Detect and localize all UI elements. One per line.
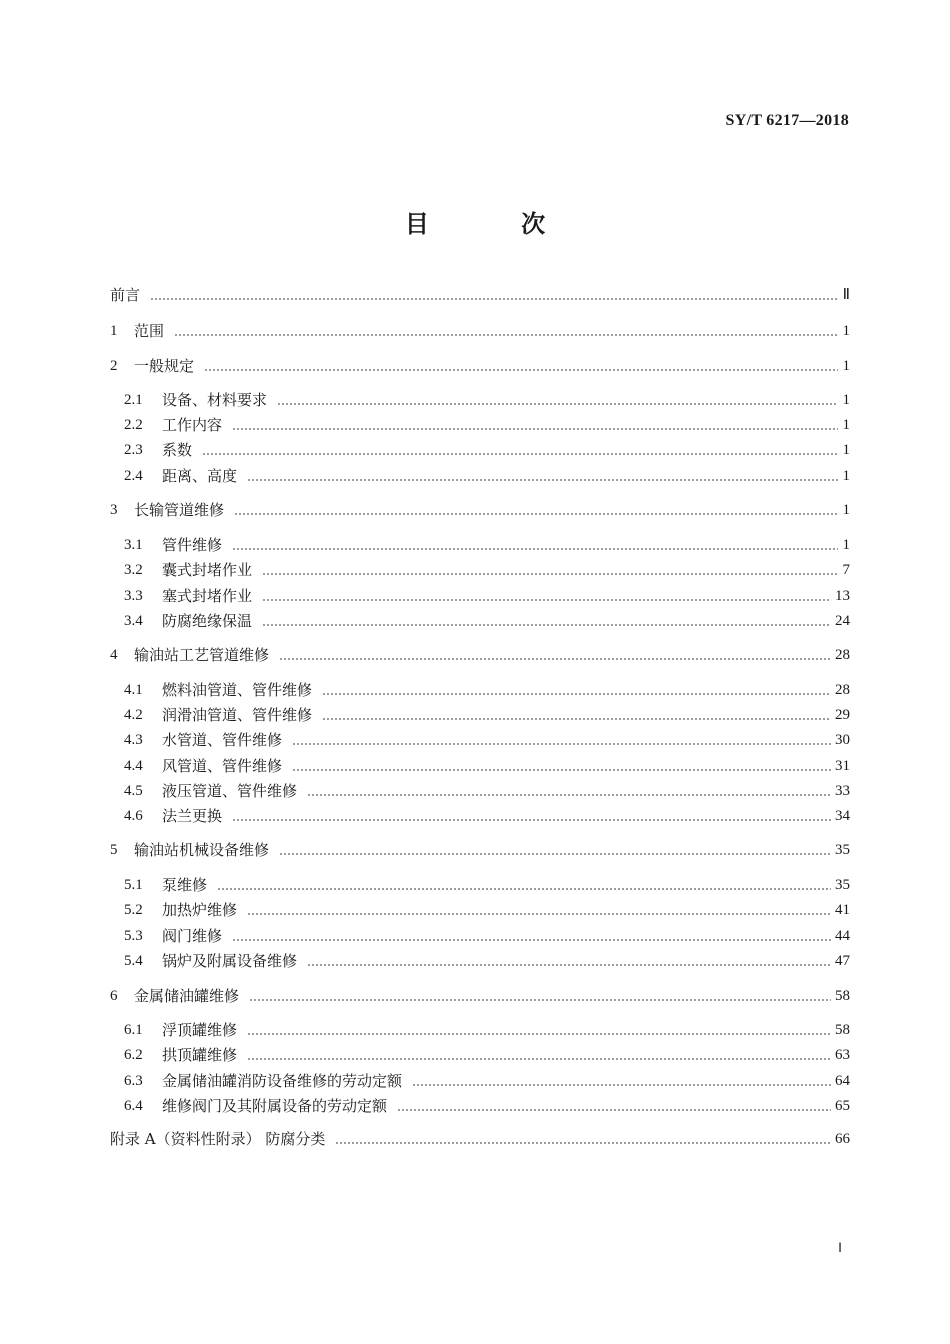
toc-entry[interactable]: [124, 439, 850, 461]
toc-entry-page: 63: [835, 1047, 850, 1063]
toc-entry-number: 2.3: [124, 442, 143, 458]
toc-entry-page: 31: [835, 758, 850, 774]
toc-entry[interactable]: [124, 679, 850, 701]
toc-entry-page: 35: [835, 842, 850, 858]
toc-entry-label: 浮顶罐维修: [162, 1021, 238, 1039]
toc-entry-number: 6.3: [124, 1073, 143, 1089]
toc-entry[interactable]: [124, 874, 850, 896]
toc-entry[interactable]: [124, 389, 850, 411]
toc-entry-label: 前言: [110, 286, 141, 304]
dot-leader: [322, 718, 831, 720]
toc-entry-label: 润滑油管道、管件维修: [162, 706, 313, 724]
toc-entry-label: 工作内容: [162, 416, 223, 434]
toc-entry-number: 3.1: [124, 537, 143, 553]
toc-entry-page: 1: [842, 442, 850, 458]
toc-entry[interactable]: [124, 1019, 850, 1041]
toc-entry-page: 29: [835, 707, 850, 723]
toc-entry-label: 液压管道、管件维修: [162, 782, 298, 800]
dot-leader: [412, 1084, 831, 1086]
dot-leader: [247, 1058, 831, 1060]
toc-entry-number: 2: [110, 358, 118, 374]
toc-entry[interactable]: [110, 284, 850, 306]
toc-entry-number: 5.2: [124, 902, 143, 918]
toc-entry-number: 4.3: [124, 732, 143, 748]
toc-entry[interactable]: [110, 499, 850, 521]
dot-leader: [247, 1033, 831, 1035]
toc-entry-number: 4.2: [124, 707, 143, 723]
toc-entry-page: 1: [842, 502, 850, 518]
toc-entry-number: 2.4: [124, 468, 143, 484]
toc-entry-number: 3.2: [124, 562, 143, 578]
toc-entry-page: 1: [842, 537, 850, 553]
dot-leader: [279, 853, 831, 855]
toc-entry-number: 4.1: [124, 682, 143, 698]
toc-entry[interactable]: [110, 320, 850, 342]
standard-code: SY/T 6217—2018: [725, 112, 849, 129]
toc-entry-number: 5.3: [124, 928, 143, 944]
toc-entry[interactable]: [110, 985, 850, 1007]
toc-entry-page: 44: [835, 928, 850, 944]
toc-entry-number: 4: [110, 647, 118, 663]
toc-entry[interactable]: [124, 559, 850, 581]
toc-entry-number: 6.1: [124, 1022, 143, 1038]
toc-entry-number: 4.5: [124, 783, 143, 799]
toc-entry-number: 6.2: [124, 1047, 143, 1063]
toc-entry[interactable]: [124, 925, 850, 947]
toc-entry[interactable]: [124, 729, 850, 751]
dot-leader: [335, 1142, 831, 1144]
toc-entry-label: 法兰更换: [162, 807, 223, 825]
toc-entry-page: 1: [842, 417, 850, 433]
dot-leader: [202, 453, 838, 455]
dot-leader: [292, 743, 831, 745]
toc-entry-page: 28: [835, 682, 850, 698]
dot-leader: [397, 1109, 831, 1111]
toc-entry-page: 13: [835, 588, 850, 604]
toc-entry-page: 1: [842, 358, 850, 374]
toc-entry[interactable]: [110, 355, 850, 377]
toc-entry-label: 输油站机械设备维修: [134, 841, 270, 859]
toc-entry[interactable]: [124, 780, 850, 802]
page-title: 目 次: [404, 210, 588, 238]
toc-entry-label: 设备、材料要求: [162, 391, 268, 409]
toc-entry-label: 维修阀门及其附属设备的劳动定额: [162, 1097, 388, 1115]
toc-entry-page: 24: [835, 613, 850, 629]
dot-leader: [249, 999, 831, 1001]
toc-entry[interactable]: [124, 1095, 850, 1117]
dot-leader: [217, 888, 831, 890]
toc-entry-label: 水管道、管件维修: [162, 731, 283, 749]
toc-entry-number: 4.4: [124, 758, 143, 774]
toc-entry-label: 距离、高度: [162, 467, 238, 485]
toc-entry-page: 65: [835, 1098, 850, 1114]
toc-entry[interactable]: [110, 839, 850, 861]
toc-entry-label: 泵维修: [162, 876, 208, 894]
dot-leader: [232, 428, 838, 430]
toc-entry-page: 41: [835, 902, 850, 918]
toc-entry[interactable]: [124, 704, 850, 726]
dot-leader: [247, 479, 838, 481]
toc-entry[interactable]: [124, 899, 850, 921]
toc-entry-page: 34: [835, 808, 850, 824]
dot-leader: [234, 513, 838, 515]
toc-entry-label: 锅炉及附属设备维修: [162, 952, 298, 970]
toc-entry-label: 一般规定: [134, 357, 195, 375]
dot-leader: [204, 369, 838, 371]
dot-leader: [262, 624, 831, 626]
toc-entry-label: 金属储油罐维修: [134, 987, 240, 1005]
toc-entry-number: 5: [110, 842, 118, 858]
toc-entry-number: 4.6: [124, 808, 143, 824]
dot-leader: [262, 599, 831, 601]
toc-entry-number: 5.1: [124, 877, 143, 893]
dot-leader: [307, 964, 831, 966]
toc-entry-label: 风管道、管件维修: [162, 757, 283, 775]
toc-entry[interactable]: [124, 1070, 850, 1092]
toc-entry-page: 28: [835, 647, 850, 663]
toc-entry[interactable]: [124, 585, 850, 607]
toc-entry-number: 1: [110, 323, 118, 339]
toc-entry-number: 3.4: [124, 613, 143, 629]
dot-leader: [232, 548, 838, 550]
toc-entry-label: 范围: [134, 322, 165, 340]
dot-leader: [277, 403, 838, 405]
toc-entry-number: 6: [110, 988, 118, 1004]
toc-entry-page: Ⅱ: [842, 287, 850, 303]
toc-entry[interactable]: [124, 1044, 850, 1066]
dot-leader: [262, 573, 838, 575]
toc-entry-label: 输油站工艺管道维修: [134, 646, 270, 664]
dot-leader: [322, 693, 831, 695]
toc-entry-page: 58: [835, 988, 850, 1004]
toc-entry-number: 3: [110, 502, 118, 518]
toc-entry-number: 5.4: [124, 953, 143, 969]
toc-entry[interactable]: [124, 805, 850, 827]
toc-entry-label: 拱顶罐维修: [162, 1046, 238, 1064]
toc-entry-page: 1: [842, 323, 850, 339]
toc-entry[interactable]: [124, 465, 850, 487]
toc-entry[interactable]: [110, 644, 850, 666]
toc-entry-number: 2.1: [124, 392, 143, 408]
toc-entry-page: 33: [835, 783, 850, 799]
dot-leader: [232, 939, 831, 941]
toc-entry-page: 47: [835, 953, 850, 969]
toc-entry[interactable]: [110, 1128, 850, 1150]
dot-leader: [292, 769, 831, 771]
dot-leader: [232, 819, 831, 821]
toc-entry[interactable]: [124, 755, 850, 777]
toc-entry-label: 加热炉维修: [162, 901, 238, 919]
dot-leader: [150, 298, 838, 300]
toc-entry-label: 防腐绝缘保温: [162, 612, 253, 630]
toc-entry-page: 30: [835, 732, 850, 748]
toc-entry-label: 长输管道维修: [134, 501, 225, 519]
toc-entry-page: 1: [842, 468, 850, 484]
toc-entry-page: 66: [835, 1131, 850, 1147]
toc-entry[interactable]: [124, 610, 850, 632]
dot-leader: [247, 913, 831, 915]
page-number: Ⅰ: [838, 1240, 842, 1255]
toc-entry-label: 管件维修: [162, 536, 223, 554]
toc-entry-number: 2.2: [124, 417, 143, 433]
toc-entry-page: 58: [835, 1022, 850, 1038]
dot-leader: [307, 794, 831, 796]
toc-entry[interactable]: [124, 950, 850, 972]
toc-entry-label: 塞式封堵作业: [162, 587, 253, 605]
toc-entry-number: 3.3: [124, 588, 143, 604]
toc-entry[interactable]: [124, 414, 850, 436]
toc-entry-label: 燃料油管道、管件维修: [162, 681, 313, 699]
toc-entry-page: 7: [842, 562, 850, 578]
toc-entry-page: 1: [842, 392, 850, 408]
toc-entry-label: 金属储油罐消防设备维修的劳动定额: [162, 1072, 403, 1090]
toc-entry-label: 系数: [162, 441, 193, 459]
dot-leader: [279, 658, 831, 660]
toc-entry-label: 囊式封堵作业: [162, 561, 253, 579]
toc-entry-label: 阀门维修: [162, 927, 223, 945]
toc-entry-page: 64: [835, 1073, 850, 1089]
toc-entry-page: 35: [835, 877, 850, 893]
toc-entry-number: 6.4: [124, 1098, 143, 1114]
toc-entry-label: 附录 A（资料性附录） 防腐分类: [110, 1130, 326, 1148]
dot-leader: [174, 334, 838, 336]
toc-entry[interactable]: [124, 534, 850, 556]
